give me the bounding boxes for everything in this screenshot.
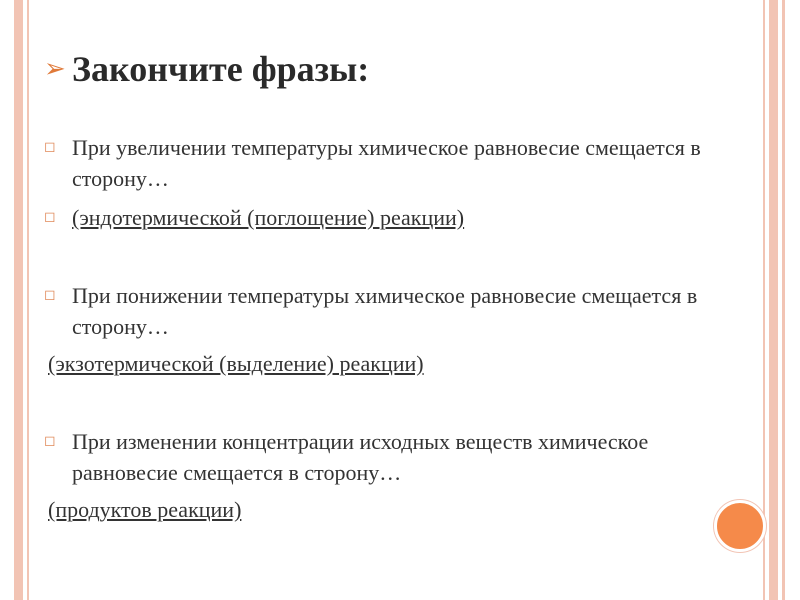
bullet-icon: ◻	[44, 287, 56, 303]
answer-text: (продуктов реакции)	[48, 497, 242, 522]
list-item-text: (эндотермической (поглощение) реакции)	[72, 205, 465, 230]
slide-title: Закончите фразы:	[72, 49, 370, 89]
list-item-text: При понижении температуры химическое равновесие смещается в сторону…	[72, 283, 698, 339]
right-border-stripe	[769, 0, 778, 600]
bullet-icon: ◻	[44, 139, 56, 155]
right-border-line	[763, 0, 765, 600]
bullet-icon: ◻	[44, 209, 56, 225]
left-border-line	[27, 0, 29, 600]
list-item	[44, 280, 724, 342]
decorative-circle	[714, 500, 766, 552]
list-item	[44, 202, 724, 233]
right-border-outer-line	[782, 0, 785, 600]
list-item-text: При увеличении температуры химическое равновесие смещается в сторону…	[72, 135, 701, 191]
left-border-stripe	[14, 0, 23, 600]
bullet-icon: ◻	[44, 433, 56, 449]
list-item	[44, 426, 724, 488]
arrow-right-icon: ➢	[44, 54, 66, 84]
list-item-text: При изменении концентрации исходных веществ химическое равновесие смещается в сторону…	[72, 429, 649, 485]
slide-title-row	[44, 44, 369, 94]
list-item	[44, 132, 724, 194]
answer-text: (экзотермической (выделение) реакции)	[48, 351, 424, 376]
